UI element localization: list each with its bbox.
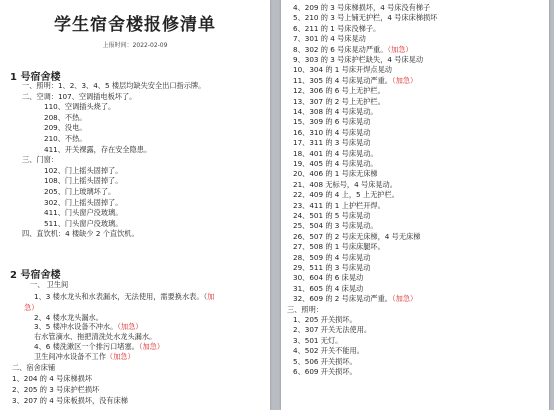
list-item	[12, 385, 99, 394]
list-item	[293, 65, 392, 74]
right-page	[281, 0, 549, 410]
item-text: 右水管滴水、拖把清洗处水龙头漏水。	[34, 332, 157, 341]
urgent-note: （加急）	[117, 322, 143, 331]
list-item	[293, 13, 437, 22]
list-item: 411、门头窗户没玻璃。	[44, 208, 123, 218]
list-item: 210、不热。	[44, 134, 87, 143]
item-text: 18、401 的 4 号床晃动。	[293, 148, 378, 158]
item-text: 5、506 开关损坏。	[293, 356, 357, 366]
item-text: 24、501 的 5 号床晃动	[293, 211, 371, 220]
list-item	[293, 169, 378, 178]
list-item	[287, 305, 323, 314]
list-item: 一、照明：1、2、3、4、5 楼层均缺失安全出口指示牌。	[22, 81, 206, 90]
list-item	[293, 253, 370, 262]
list-item	[293, 336, 342, 345]
item-text: 6、609 开关损坏。	[293, 367, 357, 376]
item-text: 1、3 楼水龙头和水表漏水，无法使用，需要换水表。（	[34, 292, 208, 301]
item-text: 6、211 的 1 号床没梯子。	[293, 23, 381, 33]
item-text: 31、605 的 4 床晃动	[293, 283, 364, 293]
list-item	[293, 3, 430, 12]
urgent-note: （加急）	[391, 75, 418, 85]
item-text: 27、508 的 1 号床床腿坏。	[293, 242, 385, 252]
item-text: 8、302 的 6 号床晃动严重。	[293, 44, 388, 54]
item-text: 22、409 的 4 上，5 上无护栏。	[293, 190, 399, 200]
item-text: 16、310 的 4 号床晃动	[293, 127, 371, 137]
urgent-note: 急）	[24, 303, 39, 312]
list-item	[34, 322, 142, 331]
list-item: 二、空调：107、空调插电板坏了。	[22, 91, 137, 101]
list-item: 108、门上摇头固掉了。	[44, 176, 123, 186]
document-title: 学生宿舍楼报修清单	[54, 15, 216, 35]
list-item: 四、直饮机：4 楼缺少 2 个直饮机。	[22, 229, 139, 239]
list-item	[293, 273, 363, 282]
list-item	[34, 292, 214, 301]
list-item	[293, 346, 364, 355]
urgent-note: （加急）	[138, 342, 165, 351]
list-item	[293, 76, 417, 85]
item-text: 29、511 的 3 号床晃动	[293, 263, 371, 272]
list-item	[293, 315, 357, 324]
list-item	[293, 128, 370, 137]
list-item	[12, 396, 128, 405]
item-text: 17、311 的 3 号床晃动	[293, 138, 371, 148]
item-text: 2、4 楼水龙头漏水。	[34, 313, 103, 322]
list-item: 三、门窗：	[22, 155, 58, 165]
item-text: 三、照明：	[287, 304, 323, 314]
urgent-note: （加急）	[391, 294, 418, 304]
list-item	[293, 86, 385, 95]
item-text: 30、604 的 6 床晃动	[293, 273, 364, 283]
item-text: 1、204 的 4 号床梯损坏	[12, 374, 93, 383]
list-item	[34, 313, 103, 322]
item-text: 3、501 无灯。	[293, 335, 343, 345]
list-item: 209、没电。	[44, 123, 87, 133]
urgent-note: （加急）	[105, 352, 135, 361]
list-item: 205、门上玻璃坏了。	[44, 187, 116, 196]
list-item	[293, 107, 378, 116]
building-1-heading: 1 号宿舍楼	[10, 72, 61, 83]
item-text: 2、205 的 3 号床护栏损坏	[12, 385, 100, 394]
item-text: 4、502 开关不能用。	[293, 346, 364, 356]
list-item	[293, 221, 378, 230]
item-text: 28、509 的 4 号床晃动	[293, 252, 371, 262]
list-item	[293, 211, 370, 220]
list-item	[293, 149, 378, 158]
list-item	[30, 280, 68, 289]
item-text: 10、304 的 1 号床开焊点晃动	[293, 65, 392, 75]
list-item: 110、空调插头烧了。	[44, 102, 116, 112]
item-text: 二、宿舍床铺	[12, 363, 56, 372]
item-text: 9、303 的 3 号床护栏缺失，4 号床晃动	[293, 55, 424, 64]
item-text: 26、507 的 2 号床无床梯，4 号无床梯	[293, 231, 421, 241]
item-text: 14、308 的 4 号床晃动。	[293, 107, 378, 116]
list-item	[293, 138, 370, 147]
urgent-note: （加急）	[387, 44, 413, 54]
list-item	[293, 159, 378, 168]
item-text: 19、405 的 4 号床晃动。	[293, 159, 378, 168]
list-item	[293, 24, 380, 33]
report-date: 上报时间：2022-02-09	[102, 42, 168, 49]
list-item	[293, 180, 397, 189]
list-item	[293, 325, 371, 334]
building-2-heading: 2 号宿舍楼	[10, 270, 61, 281]
item-text: 12、306 的 6 号上无护栏。	[293, 86, 385, 96]
list-item	[293, 34, 366, 43]
list-item	[293, 242, 385, 251]
urgent-note: 加	[207, 292, 215, 301]
item-text: 32、609 的 2 号床晃动严重。	[293, 294, 392, 304]
item-text: 4、6 楼洗漱区一个排污口堵塞。	[34, 342, 139, 351]
item-text: 25、504 的 3 号床晃动。	[293, 221, 378, 231]
item-text: 7、301 的 4 号床晃动	[293, 34, 366, 44]
list-item	[293, 201, 385, 210]
list-item	[293, 294, 417, 303]
list-item	[293, 45, 413, 54]
item-text: 一、 卫生间	[30, 280, 69, 289]
item-text: 11、305 的 4 号床晃动严重。	[293, 75, 392, 85]
item-text: 20、406 的 1 号床无床梯	[293, 169, 378, 179]
list-item: 302、门上摇头固掉了。	[44, 197, 123, 207]
item-text: 5、210 的 3 号上铺无护栏，4 号床床梯损坏	[293, 13, 438, 23]
item-text: 2、307 开关无法使用。	[293, 325, 372, 335]
list-item	[293, 232, 420, 241]
item-text: 23、411 的 1 上护栏开焊。	[293, 200, 385, 210]
left-page	[0, 0, 270, 410]
item-text: 3、207 的 4 号床板损坏，没有床梯	[12, 396, 128, 405]
list-item: 208、不热。	[44, 112, 87, 122]
list-item	[293, 97, 385, 106]
list-item	[34, 332, 156, 341]
item-text: 13、307 的 2 号上无护栏。	[293, 96, 385, 106]
list-item	[34, 352, 135, 361]
item-text: 4、209 的 3 号床梯损坏，4 号床没有梯子	[293, 3, 431, 12]
list-item	[293, 263, 370, 272]
list-item	[12, 374, 92, 383]
item-text: 15、309 的 6 号床晃动	[293, 117, 371, 127]
list-item	[34, 342, 164, 351]
list-item: 102、门上摇头固掉了。	[44, 165, 123, 175]
list-item: 511、门头窗户没玻璃。	[44, 218, 123, 228]
list-item	[293, 284, 363, 293]
list-item	[293, 190, 399, 199]
item-text: 卫生间冲水设备不工作	[34, 352, 106, 361]
list-item: 411、开关裸露，存在安全隐患。	[44, 144, 152, 154]
item-text: 21、408 无标号，4 号床晃动。	[293, 179, 397, 189]
list-item	[293, 357, 357, 366]
list-item	[293, 367, 357, 376]
list-item	[293, 117, 370, 126]
item-text: 3、5 楼冲水设备不冲水。	[34, 322, 118, 331]
list-item	[12, 363, 55, 372]
item-text: 1、205 开关损坏。	[293, 315, 357, 324]
list-item	[293, 55, 423, 64]
